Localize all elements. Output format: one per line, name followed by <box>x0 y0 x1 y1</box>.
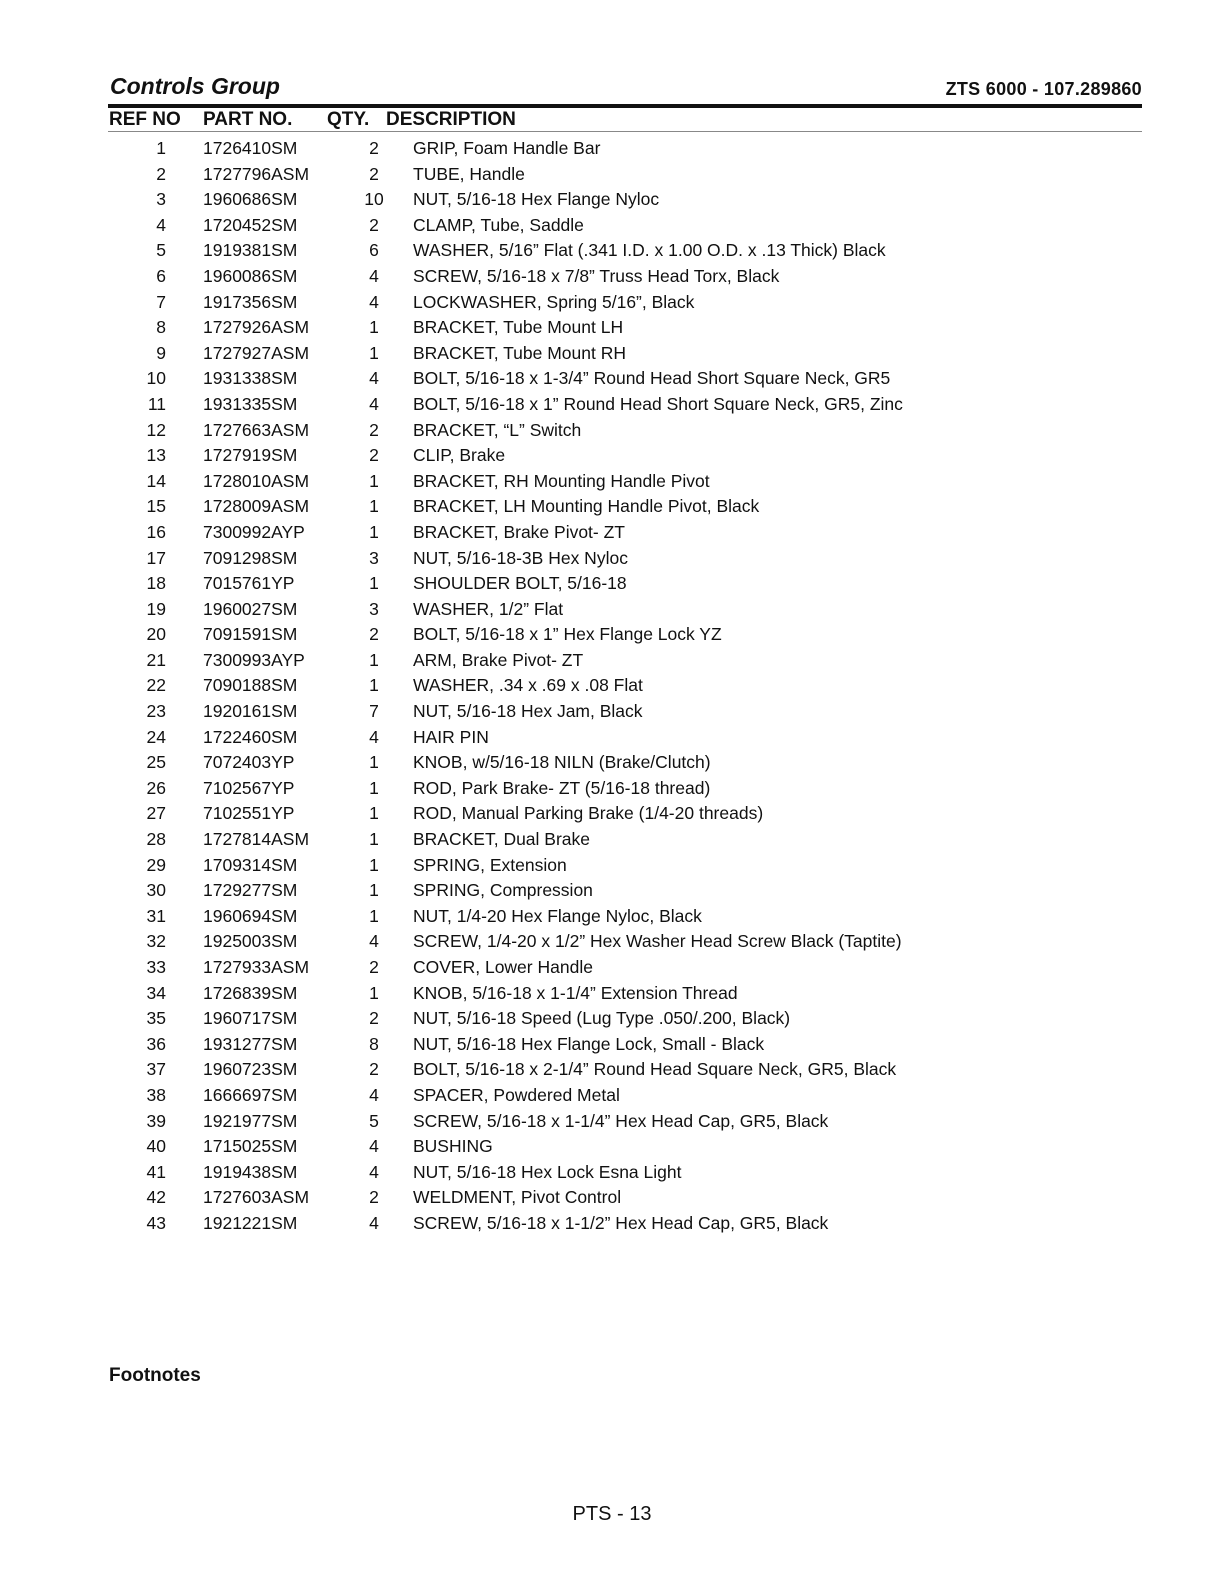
cell-description: ARM, Brake Pivot- ZT <box>413 649 584 670</box>
table-row <box>0 571 1224 597</box>
cell-ref-no: 2 <box>156 163 166 184</box>
table-row <box>0 520 1224 546</box>
cell-quantity: 4 <box>369 1084 379 1105</box>
cell-description: BRACKET, “L” Switch <box>413 419 582 440</box>
cell-ref-no: 18 <box>146 573 166 594</box>
cell-description: SCREW, 5/16-18 x 1-1/4” Hex Head Cap, GR5, Black <box>413 1110 829 1131</box>
cell-description: SHOULDER BOLT, 5/16-18 <box>413 573 627 594</box>
cell-ref-no: 10 <box>146 368 166 389</box>
cell-description: WASHER, 1/2” Flat <box>413 598 564 619</box>
cell-quantity: 4 <box>369 291 379 312</box>
cell-quantity: 1 <box>369 317 379 338</box>
cell-quantity: 1 <box>369 829 379 850</box>
cell-quantity: 2 <box>369 445 379 466</box>
table-row <box>0 213 1224 239</box>
cell-quantity: 1 <box>369 880 379 901</box>
table-row <box>0 853 1224 879</box>
cell-quantity: 5 <box>369 1110 379 1131</box>
cell-ref-no: 43 <box>146 1212 166 1233</box>
cell-quantity: 4 <box>369 726 379 747</box>
cell-quantity: 1 <box>369 573 379 594</box>
cell-description: NUT, 5/16-18 Hex Flange Nyloc <box>413 189 660 210</box>
table-row <box>0 673 1224 699</box>
cell-part-no: 1715025SM <box>203 1136 298 1157</box>
cell-quantity: 7 <box>369 701 379 722</box>
cell-ref-no: 5 <box>156 240 166 261</box>
cell-part-no: 1727663ASM <box>203 419 310 440</box>
cell-quantity: 2 <box>369 1187 379 1208</box>
cell-ref-no: 37 <box>146 1059 166 1080</box>
table-row <box>0 469 1224 495</box>
cell-quantity: 2 <box>369 957 379 977</box>
cell-description: NUT, 5/16-18 Hex Lock Esna Light <box>413 1161 682 1182</box>
cell-quantity: 6 <box>369 240 379 261</box>
cell-quantity: 1 <box>369 342 379 363</box>
cell-part-no: 1727919SM <box>203 445 298 466</box>
cell-ref-no: 4 <box>156 214 166 235</box>
table-row <box>0 1134 1224 1160</box>
cell-ref-no: 14 <box>146 470 166 491</box>
cell-quantity: 4 <box>369 265 379 286</box>
cell-ref-no: 7 <box>156 291 166 312</box>
cell-quantity: 4 <box>369 1212 379 1233</box>
cell-description: NUT, 1/4-20 Hex Flange Nyloc, Black <box>413 905 702 926</box>
cell-ref-no: 36 <box>146 1033 166 1054</box>
cell-part-no: 1709314SM <box>203 854 298 875</box>
cell-ref-no: 15 <box>146 496 166 517</box>
cell-part-no: 1727933ASM <box>203 957 310 977</box>
cell-ref-no: 1 <box>156 138 166 158</box>
page-number: PTS - 13 <box>572 1503 652 1525</box>
table-row <box>0 418 1224 444</box>
cell-description: WASHER, 5/16” Flat (.341 I.D. x 1.00 O.D. x .13 Thick) Black <box>413 240 886 261</box>
table-row <box>0 725 1224 751</box>
cell-ref-no: 38 <box>146 1084 166 1105</box>
cell-ref-no: 9 <box>156 342 166 363</box>
cell-quantity: 1 <box>369 470 379 491</box>
cell-description: SPRING, Extension <box>413 854 567 875</box>
table-row <box>0 750 1224 776</box>
parts-table <box>0 136 1224 1237</box>
cell-description: WELDMENT, Pivot Control <box>413 1187 622 1208</box>
cell-description: WASHER, .34 x .69 x .08 Flat <box>413 675 643 696</box>
cell-quantity: 1 <box>369 496 379 517</box>
cell-part-no: 1919438SM <box>203 1161 298 1182</box>
table-row <box>0 929 1224 955</box>
table-row <box>0 622 1224 648</box>
cell-part-no: 1960086SM <box>203 265 298 286</box>
cell-description: SCREW, 5/16-18 x 1-1/2” Hex Head Cap, GR5, Black <box>413 1212 829 1233</box>
cell-ref-no: 34 <box>146 982 166 1003</box>
cell-quantity: 4 <box>369 931 379 952</box>
cell-quantity: 1 <box>369 982 379 1003</box>
cell-part-no: 7300992AYP <box>203 521 305 542</box>
cell-quantity: 4 <box>369 1161 379 1182</box>
cell-ref-no: 25 <box>146 752 166 773</box>
cell-part-no: 7102567YP <box>203 777 295 798</box>
cell-part-no: 7090188SM <box>203 675 298 696</box>
cell-quantity: 1 <box>369 675 379 696</box>
column-header-qty: QTY. <box>327 109 370 130</box>
cell-part-no: 1925003SM <box>203 931 298 952</box>
cell-part-no: 1960717SM <box>203 1008 298 1029</box>
cell-ref-no: 39 <box>146 1110 166 1131</box>
table-row <box>0 264 1224 290</box>
cell-part-no: 1920161SM <box>203 701 298 722</box>
cell-description: BRACKET, Dual Brake <box>413 829 591 850</box>
cell-ref-no: 30 <box>146 880 166 901</box>
cell-quantity: 10 <box>364 189 384 210</box>
cell-part-no: 7091591SM <box>203 624 298 645</box>
cell-description: BOLT, 5/16-18 x 1-3/4” Round Head Short Square Neck, GR5 <box>413 368 891 389</box>
table-row <box>0 290 1224 316</box>
cell-part-no: 7091298SM <box>203 547 298 568</box>
table-row <box>0 904 1224 930</box>
cell-ref-no: 22 <box>146 675 166 696</box>
table-row <box>0 1057 1224 1083</box>
table-row <box>0 981 1224 1007</box>
cell-ref-no: 12 <box>146 419 166 440</box>
cell-ref-no: 23 <box>146 701 166 722</box>
cell-description: SCREW, 5/16-18 x 7/8” Truss Head Torx, Black <box>413 265 780 286</box>
cell-part-no: 1921977SM <box>203 1110 298 1131</box>
cell-ref-no: 8 <box>156 317 166 338</box>
header-underline <box>108 131 1142 132</box>
table-row <box>0 776 1224 802</box>
cell-description: BUSHING <box>413 1136 493 1157</box>
cell-ref-no: 16 <box>146 521 166 542</box>
cell-part-no: 7102551YP <box>203 803 295 824</box>
cell-ref-no: 27 <box>146 803 166 824</box>
cell-description: CLIP, Brake <box>413 445 506 466</box>
cell-description: HAIR PIN <box>413 726 489 747</box>
column-header-ref: REF NO <box>109 109 181 130</box>
cell-ref-no: 19 <box>146 598 166 619</box>
cell-part-no: 1931335SM <box>203 393 298 414</box>
cell-part-no: 1960723SM <box>203 1059 298 1080</box>
cell-part-no: 1720452SM <box>203 214 298 235</box>
footnotes-heading: Footnotes <box>109 1365 201 1386</box>
model-number: ZTS 6000 - 107.289860 <box>945 79 1142 99</box>
cell-part-no: 1960694SM <box>203 905 298 926</box>
cell-quantity: 2 <box>369 163 379 184</box>
cell-description: BRACKET, Tube Mount LH <box>413 317 624 338</box>
cell-ref-no: 3 <box>156 189 166 210</box>
cell-part-no: 7072403YP <box>203 752 295 773</box>
cell-description: ROD, Park Brake- ZT (5/16-18 thread) <box>413 777 711 798</box>
cell-description: NUT, 5/16-18-3B Hex Nyloc <box>413 547 628 568</box>
table-row <box>0 597 1224 623</box>
cell-quantity: 2 <box>369 138 379 158</box>
cell-part-no: 1931277SM <box>203 1033 298 1054</box>
table-row <box>0 315 1224 341</box>
cell-quantity: 2 <box>369 1059 379 1080</box>
cell-description: LOCKWASHER, Spring 5/16”, Black <box>413 291 695 312</box>
cell-part-no: 1722460SM <box>203 726 298 747</box>
table-row <box>0 801 1224 827</box>
cell-part-no: 1960686SM <box>203 189 298 210</box>
cell-part-no: 1727603ASM <box>203 1187 310 1208</box>
cell-part-no: 1931338SM <box>203 368 298 389</box>
cell-quantity: 4 <box>369 1136 379 1157</box>
cell-quantity: 2 <box>369 419 379 440</box>
cell-ref-no: 21 <box>146 649 166 670</box>
cell-description: ROD, Manual Parking Brake (1/4-20 threads) <box>413 803 764 824</box>
table-row <box>0 494 1224 520</box>
header-rule <box>108 104 1142 108</box>
cell-quantity: 1 <box>369 649 379 670</box>
cell-ref-no: 35 <box>146 1008 166 1029</box>
cell-description: BRACKET, LH Mounting Handle Pivot, Black <box>413 496 760 517</box>
table-row <box>0 136 1224 162</box>
table-header <box>108 109 1142 131</box>
cell-ref-no: 26 <box>146 777 166 798</box>
cell-description: KNOB, w/5/16-18 NILN (Brake/Clutch) <box>413 752 711 773</box>
table-row <box>0 955 1224 981</box>
cell-ref-no: 28 <box>146 829 166 850</box>
table-row <box>0 1185 1224 1211</box>
cell-quantity: 4 <box>369 368 379 389</box>
cell-ref-no: 11 <box>147 393 166 414</box>
table-row <box>0 546 1224 572</box>
table-row <box>0 878 1224 904</box>
cell-ref-no: 13 <box>146 445 166 466</box>
cell-ref-no: 40 <box>146 1136 166 1157</box>
cell-part-no: 1726410SM <box>203 138 298 158</box>
cell-part-no: 1666697SM <box>203 1084 298 1105</box>
cell-quantity: 1 <box>369 854 379 875</box>
cell-quantity: 1 <box>369 521 379 542</box>
cell-description: COVER, Lower Handle <box>413 957 593 977</box>
cell-ref-no: 41 <box>146 1161 166 1182</box>
table-row <box>0 187 1224 213</box>
cell-quantity: 1 <box>369 803 379 824</box>
cell-part-no: 1729277SM <box>203 880 298 901</box>
cell-part-no: 7300993AYP <box>203 649 305 670</box>
cell-part-no: 1728009ASM <box>203 496 310 517</box>
cell-description: BOLT, 5/16-18 x 2-1/4” Round Head Square Neck, GR5, Black <box>413 1059 897 1080</box>
cell-ref-no: 33 <box>146 957 166 977</box>
cell-part-no: 1727796ASM <box>203 163 310 184</box>
cell-description: NUT, 5/16-18 Hex Flange Lock, Small - Black <box>413 1033 765 1054</box>
table-row <box>0 1160 1224 1186</box>
cell-part-no: 7015761YP <box>203 573 295 594</box>
cell-quantity: 1 <box>369 777 379 798</box>
cell-part-no: 1917356SM <box>203 291 298 312</box>
cell-quantity: 3 <box>369 547 379 568</box>
cell-ref-no: 29 <box>146 854 166 875</box>
table-row <box>0 1006 1224 1032</box>
cell-part-no: 1960027SM <box>203 598 298 619</box>
cell-ref-no: 42 <box>146 1187 166 1208</box>
cell-quantity: 8 <box>369 1033 379 1054</box>
table-row <box>0 827 1224 853</box>
cell-description: CLAMP, Tube, Saddle <box>413 214 584 235</box>
column-header-part: PART NO. <box>203 109 293 130</box>
cell-part-no: 1728010ASM <box>203 470 310 491</box>
table-row <box>0 699 1224 725</box>
cell-quantity: 1 <box>369 905 379 926</box>
cell-ref-no: 20 <box>146 624 166 645</box>
cell-ref-no: 32 <box>146 931 166 952</box>
table-row <box>0 392 1224 418</box>
table-row <box>0 1083 1224 1109</box>
cell-part-no: 1727926ASM <box>203 317 310 338</box>
cell-description: SPACER, Powdered Metal <box>413 1084 620 1105</box>
cell-description: TUBE, Handle <box>413 163 525 184</box>
table-row <box>0 1032 1224 1058</box>
cell-description: NUT, 5/16-18 Speed (Lug Type .050/.200, Black) <box>413 1008 791 1029</box>
table-row <box>0 1109 1224 1135</box>
cell-ref-no: 17 <box>146 547 166 568</box>
table-row <box>0 238 1224 264</box>
cell-description: BRACKET, Brake Pivot- ZT <box>413 521 625 542</box>
table-row <box>0 443 1224 469</box>
cell-quantity: 2 <box>369 214 379 235</box>
cell-description: SCREW, 1/4-20 x 1/2” Hex Washer Head Screw Black (Taptite) <box>413 931 902 952</box>
page-title: Controls Group <box>110 73 280 99</box>
cell-description: NUT, 5/16-18 Hex Jam, Black <box>413 701 643 722</box>
cell-quantity: 1 <box>369 752 379 773</box>
cell-description: KNOB, 5/16-18 x 1-1/4” Extension Thread <box>413 982 738 1003</box>
table-row <box>0 366 1224 392</box>
cell-description: GRIP, Foam Handle Bar <box>413 138 601 158</box>
table-row <box>0 341 1224 367</box>
cell-quantity: 2 <box>369 1008 379 1029</box>
cell-ref-no: 24 <box>146 726 166 747</box>
cell-part-no: 1727814ASM <box>203 829 310 850</box>
column-header-description: DESCRIPTION <box>386 109 516 130</box>
cell-part-no: 1727927ASM <box>203 342 310 363</box>
table-row <box>0 1211 1224 1237</box>
cell-ref-no: 6 <box>156 265 166 286</box>
cell-quantity: 3 <box>369 598 379 619</box>
cell-quantity: 2 <box>369 624 379 645</box>
cell-part-no: 1919381SM <box>203 240 298 261</box>
cell-ref-no: 31 <box>146 905 166 926</box>
cell-description: BRACKET, RH Mounting Handle Pivot <box>413 470 710 491</box>
cell-part-no: 1921221SM <box>203 1212 298 1233</box>
cell-description: BOLT, 5/16-18 x 1” Hex Flange Lock YZ <box>413 624 722 645</box>
cell-quantity: 4 <box>369 393 379 414</box>
cell-description: BRACKET, Tube Mount RH <box>413 342 626 363</box>
table-row <box>0 162 1224 188</box>
cell-part-no: 1726839SM <box>203 982 298 1003</box>
cell-description: SPRING, Compression <box>413 880 593 901</box>
cell-description: BOLT, 5/16-18 x 1” Round Head Short Square Neck, GR5, Zinc <box>413 393 903 414</box>
table-row <box>0 648 1224 674</box>
